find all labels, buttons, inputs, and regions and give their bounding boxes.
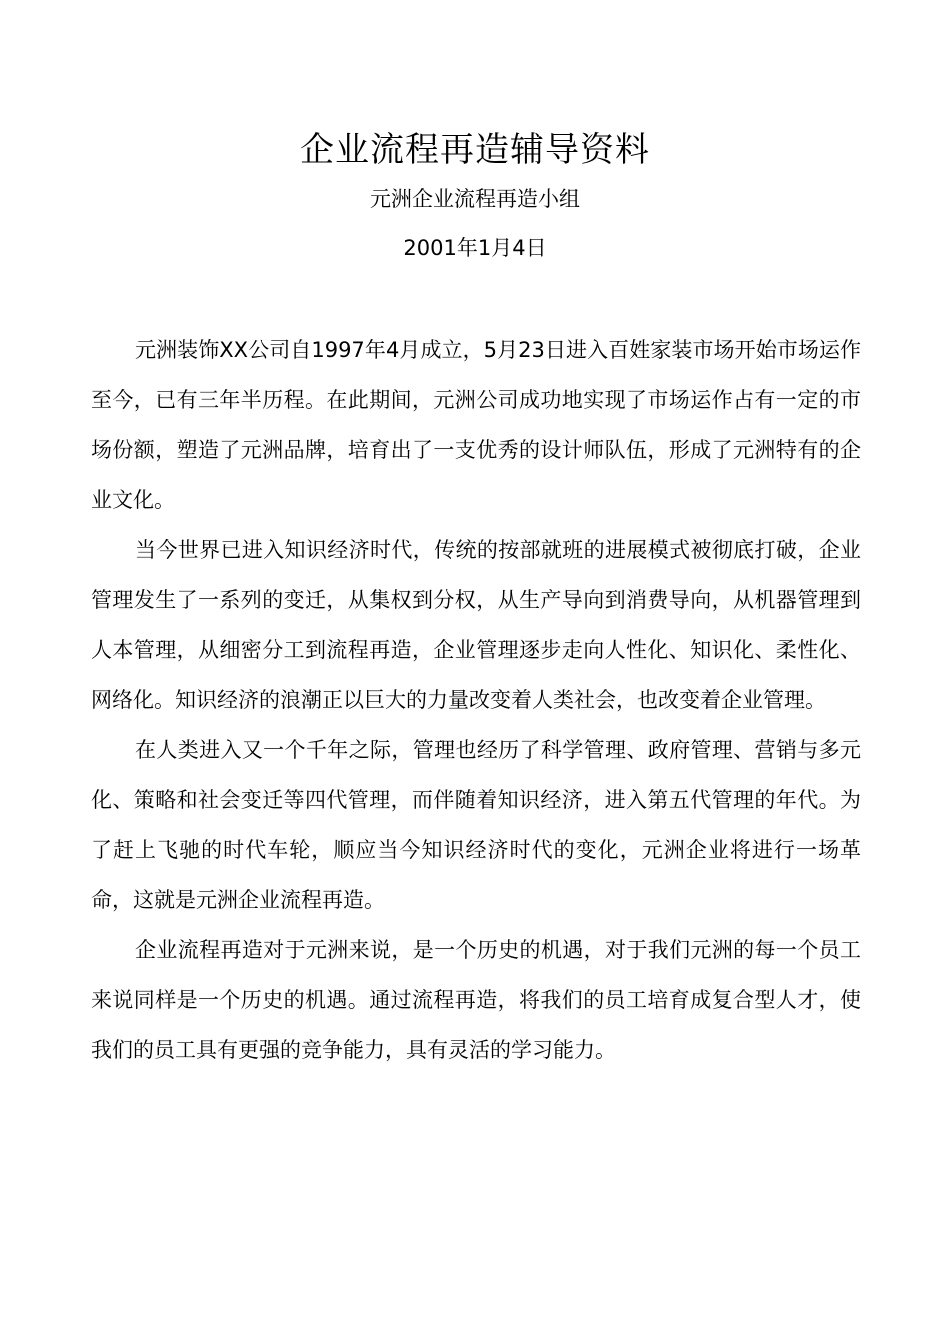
document-author: 元洲企业流程再造小组: [370, 187, 580, 211]
document-title: 企业流程再造辅导资料: [300, 130, 650, 170]
paragraph-2: 当今世界已进入知识经济时代，传统的按部就班的进展模式被彻底打破，企业管理发生了一系列的变迁，从集权到分权，从生产导向到消费导向，从机器管理到人本管理，从细密分工到流程再造，企业管理逐步走向人性化、知识化、柔性化、网络化。知识经济的浪潮正以巨大的力量改变着人类社会，也改变着企业管理。: [91, 538, 861, 712]
document-date: 2001年1月4日: [403, 236, 547, 260]
document-body: [91, 325, 861, 1075]
paragraph-1: 元洲装饰XX公司自1997年4月成立，5月23日进入百姓家装市场开始市场运作至今，已有三年半历程。在此期间，元洲公司成功地实现了市场运作占有一定的市场份额，塑造了元洲品牌，培育出了一支优秀的设计师队伍，形成了元洲特有的企业文化。: [91, 338, 861, 512]
paragraph-4: 企业流程再造对于元洲来说，是一个历史的机遇，对于我们元洲的每一个员工来说同样是一个历史的机遇。通过流程再造，将我们的员工培育成复合型人才，使我们的员工具有更强的竞争能力，具有灵活的学习能力。: [91, 938, 861, 1062]
paragraph-3: 在人类进入又一个千年之际，管理也经历了科学管理、政府管理、营销与多元化、策略和社会变迁等四代管理，而伴随着知识经济，进入第五代管理的年代。为了赶上飞驰的时代车轮，顺应当今知识经济时代的变化，元洲企业将进行一场革命，这就是元洲企业流程再造。: [91, 738, 861, 912]
